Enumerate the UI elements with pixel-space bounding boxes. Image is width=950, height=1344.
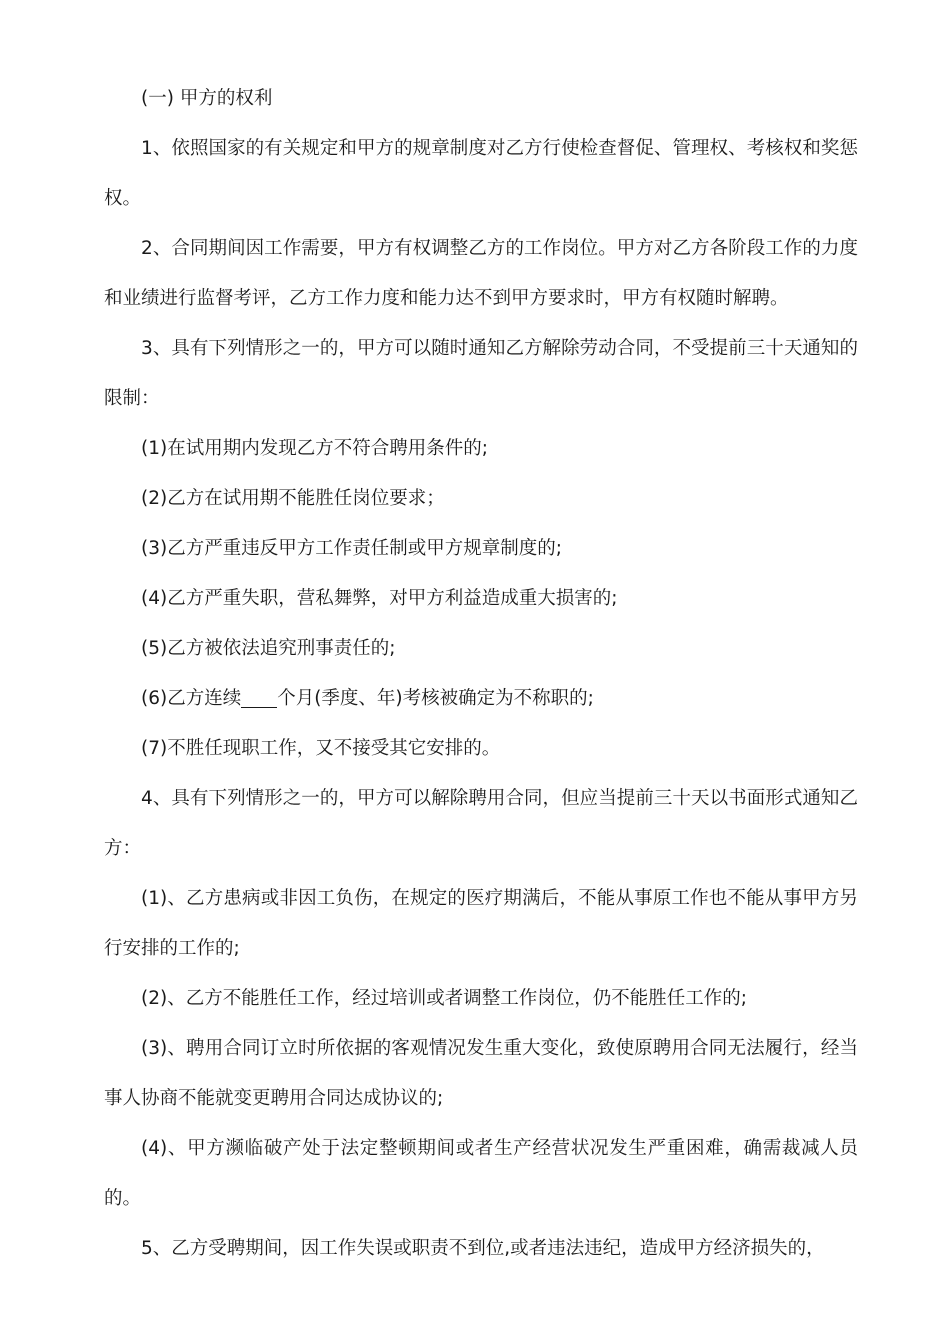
clause-4-item-3: (3)、聘用合同订立时所依据的客观情况发生重大变化，致使原聘用合同无法履行，经当事人协商不能就变更聘用合同达成协议的; [104, 1038, 858, 1109]
clause-4-item-1: (1)、乙方患病或非因工负伤，在规定的医疗期满后，不能从事原工作也不能从事甲方另行安排的工作的; [104, 888, 858, 959]
clause-3-item-1: (1)在试用期内发现乙方不符合聘用条件的; [141, 438, 488, 459]
clause-3-item-2: (2)乙方在试用期不能胜任岗位要求； [141, 488, 445, 509]
section-heading: (一) 甲方的权利 [141, 88, 273, 109]
clause-3-item-4: (4)乙方严重失职，营私舞弊，对甲方利益造成重大损害的; [141, 588, 618, 609]
clause-3-item-6-suffix: 个月(季度、年)考核被确定为不称职的; [277, 688, 594, 709]
clause-4: 4、具有下列情形之一的，甲方可以解除聘用合同，但应当提前三十天以书面形式通知乙方： [104, 788, 858, 859]
clause-5: 5、乙方受聘期间，因工作失误或职责不到位,或者违法违纪，造成甲方经济损失的， [141, 1238, 825, 1259]
clause-3-item-6-prefix: (6)乙方连续 [141, 688, 242, 709]
clause-3: 3、具有下列情形之一的，甲方可以随时通知乙方解除劳动合同，不受提前三十天通知的限制： [104, 338, 858, 409]
clause-4-item-4: (4)、甲方濒临破产处于法定整顿期间或者生产经营状况发生严重困难，确需裁减人员的。 [104, 1138, 858, 1209]
clause-2: 2、合同期间因工作需要，甲方有权调整乙方的工作岗位。甲方对乙方各阶段工作的力度和业绩进行监督考评，乙方工作力度和能力达不到甲方要求时，甲方有权随时解聘。 [104, 238, 858, 309]
clause-3-item-5: (5)乙方被依法追究刑事责任的; [141, 638, 396, 659]
clause-3-item-6 [104, 674, 858, 724]
clause-4-item-2: (2)、乙方不能胜任工作，经过培训或者调整工作岗位，仍不能胜任工作的; [141, 988, 747, 1009]
clause-3-item-3: (3)乙方严重违反甲方工作责任制或甲方规章制度的; [141, 538, 562, 559]
fill-in-blank [241, 687, 277, 708]
clause-1: 1、依照国家的有关规定和甲方的规章制度对乙方行使检查督促、管理权、考核权和奖惩权。 [104, 138, 858, 209]
clause-3-item-7: (7)不胜任现职工作，又不接受其它安排的。 [141, 738, 501, 759]
